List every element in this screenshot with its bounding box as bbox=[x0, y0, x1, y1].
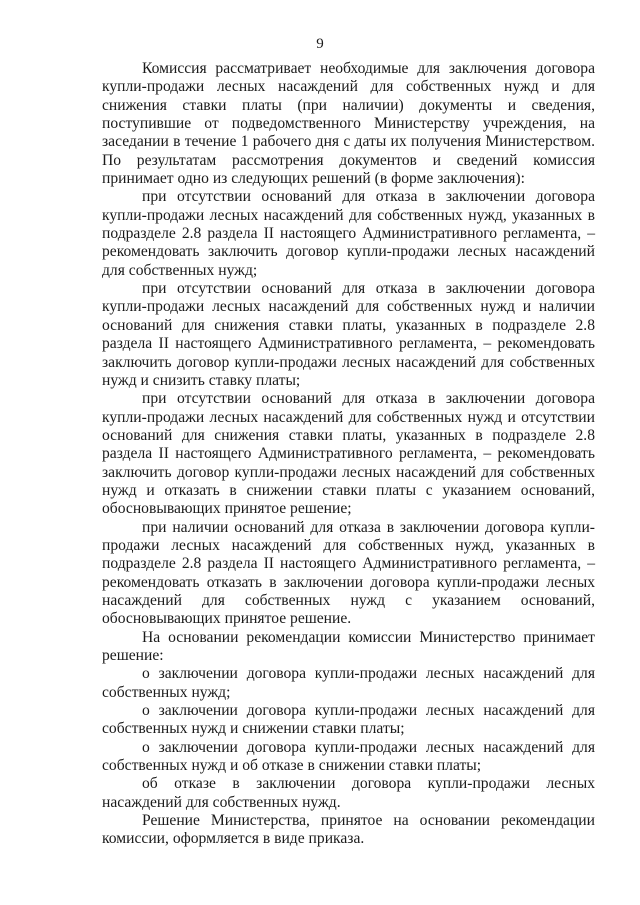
paragraph-decision-conclude-refuse-reduce: о заключении договора купли-продажи лесных насаждений для собственных нужд и об отказе в снижении ставки платы; bbox=[102, 738, 595, 775]
paragraph-decision-refuse: об отказе в заключении договора купли-продажи лесных насаждений для собственных нужд. bbox=[102, 775, 595, 811]
paragraph-option-refuse: при наличии оснований для отказа в заключении договора купли-продажи лесных насаждений для собственных нужд, указанных в подразделе 2.8 раздела II настоящего Административного регламента, – рекомендовать отказать в заключении договора купли-продажи лесных насаждений для собственных нужд с указанием оснований, обосновывающих принятое решение. bbox=[102, 518, 595, 628]
paragraph-decision-order: Решение Министерства, принятое на основании рекомендации комиссии, оформляется в виде приказа. bbox=[102, 812, 595, 848]
paragraph-decision-conclude: о заключении договора купли-продажи лесных насаждений для собственных нужд; bbox=[102, 665, 595, 701]
paragraph-option-conclude-reduce: при отсутствии оснований для отказа в заключении договора купли-продажи лесных насаждений для собственных нужд и наличии оснований для снижения ставки платы, указанных в подразделе 2.8 раздела II настоящего Административного регламента, – рекомендовать заключить договор купли-продажи лесных насаждений для собственных нужд и снизить ставку платы; bbox=[102, 280, 595, 389]
page-number: 9 bbox=[316, 36, 324, 52]
paragraph-decision-conclude-reduce: о заключении договора купли-продажи лесных насаждений для собственных нужд и снижении ставки платы; bbox=[102, 702, 595, 738]
document-body bbox=[102, 60, 595, 849]
paragraph-commission-review: Комиссия рассматривает необходимые для заключения договора купли-продажи лесных насаждений для собственных нужд и для снижения ставки платы (при наличии) документы и сведения, поступившие от подведомственного Министерству учреждения, на заседании в течение 1 рабочего дня с даты их получения Министерством. По результатам рассмотрения документов и сведений комиссия принимает одно из следующих решений (в форме заключения): bbox=[102, 60, 595, 188]
paragraph-option-conclude: при отсутствии оснований для отказа в заключении договора купли-продажи лесных насаждений для собственных нужд, указанных в подразделе 2.8 раздела II настоящего Административного регламента, – рекомендовать заключить договор купли-продажи лесных насаждений для собственных нужд; bbox=[102, 188, 595, 279]
paragraph-option-conclude-refuse-reduce: при отсутствии оснований для отказа в заключении договора купли-продажи лесных насаждений для собственных нужд и отсутствии оснований для снижения ставки платы, указанных в подразделе 2.8 раздела II настоящего Административного регламента, – рекомендовать заключить договор купли-продажи лесных насаждений для собственных нужд и отказать в снижении ставки платы с указанием оснований, обосновывающих принятое решение; bbox=[102, 390, 595, 518]
paragraph-ministry-decision: На основании рекомендации комиссии Министерство принимает решение: bbox=[102, 628, 595, 664]
